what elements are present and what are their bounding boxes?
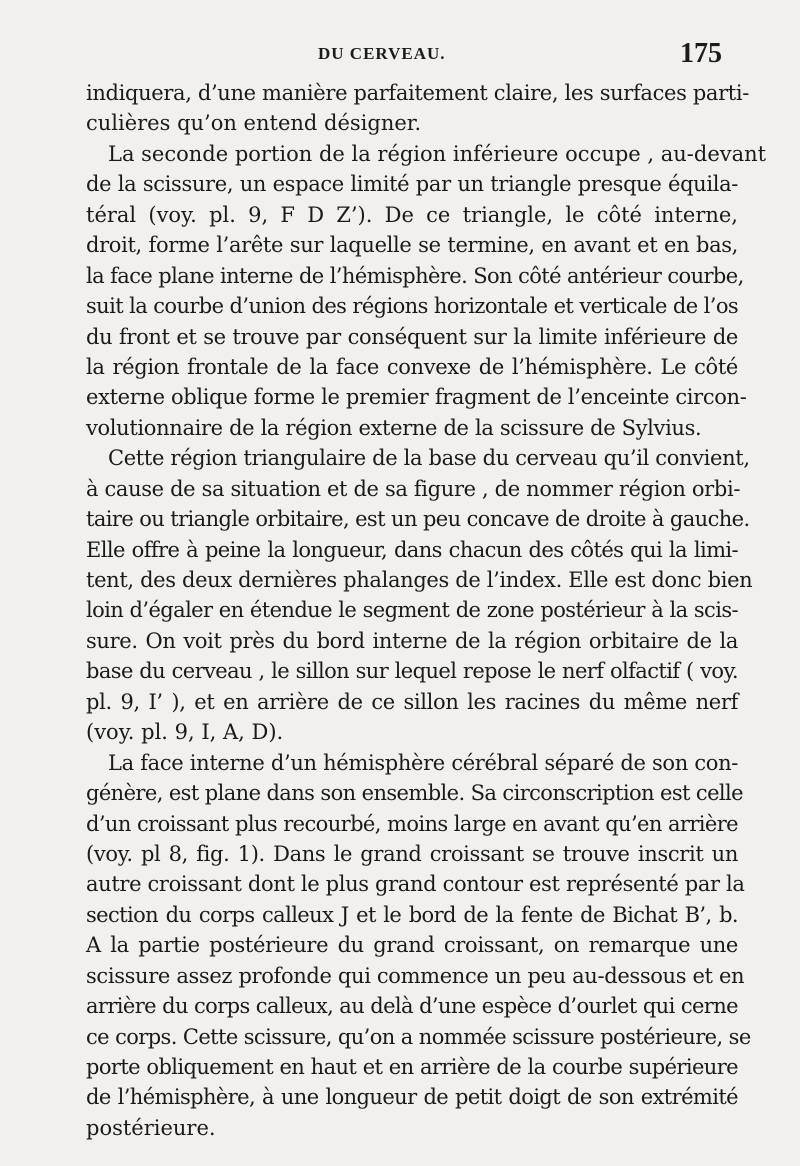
text-line: Elle offre à peine la longueur, dans chacun des côtés qui la limi-	[86, 537, 738, 562]
running-title: DU CERVEAU.	[318, 44, 446, 63]
text-line: La seconde portion de la région inférieure occupe , au-devant	[108, 141, 767, 166]
text-line: taire ou triangle orbitaire, est un peu concave de droite à gauche.	[86, 507, 750, 532]
text-line: arrière du corps calleux, au delà d’une espèce d’ourlet qui cerne	[86, 994, 738, 1019]
text-line: autre croissant dont le plus grand contour est représenté par la	[86, 872, 745, 897]
text-line: section du corps calleux J et le bord de la fente de Bichat B’, b.	[86, 902, 738, 927]
text-line: culières qu’on entend désigner.	[86, 111, 422, 136]
text-line: droit, forme l’arête sur laquelle se termine, en avant et en bas,	[86, 233, 738, 258]
text-line: téral (voy. pl. 9, F D Z’). De ce triangle, le côté interne,	[86, 202, 738, 227]
text-line: scissure assez profonde qui commence un peu au-dessous et en	[86, 963, 745, 988]
text-line: du front et se trouve par conséquent sur la limite inférieure de	[86, 324, 738, 349]
text-line: à cause de sa situation et de sa figure , de nommer région orbi-	[86, 476, 741, 501]
text-line: la région frontale de la face convexe de l’hémisphère. Le côté	[86, 354, 738, 379]
text-line: loin d’égaler en étendue le segment de zone postérieur à la scis-	[86, 598, 738, 623]
text-line: (voy. pl 8, fig. 1). Dans le grand croissant se trouve inscrit un	[86, 841, 738, 866]
text-line: volutionnaire de la région externe de la scissure de Sylvius.	[86, 415, 702, 440]
text-line: porte obliquement en haut et en arrière de la courbe supérieure	[86, 1055, 738, 1079]
text-line: externe oblique forme le premier fragment de l’enceinte circon-	[86, 385, 747, 410]
body-text	[86, 78, 767, 1143]
text-line: sure. On voit près du bord interne de la région orbitaire de la	[86, 628, 738, 653]
text-line: génère, est plane dans son ensemble. Sa circonscription est celle	[86, 781, 743, 806]
text-line: ce corps. Cette scissure, qu’on a nommée scissure postérieure, se	[86, 1024, 751, 1049]
text-line: de l’hémisphère, à une longueur de petit doigt de son extrémité	[86, 1085, 738, 1110]
text-line: tent, des deux dernières phalanges de l’index. Elle est donc bien	[86, 568, 753, 592]
text-line: A la partie postérieure du grand croissant, on remarque une	[86, 933, 738, 958]
text-line: indiquera, d’une manière parfaitement claire, les surfaces parti-	[86, 81, 749, 105]
running-head	[0, 38, 800, 78]
text-line: de la scissure, un espace limité par un triangle presque équila-	[86, 172, 738, 197]
text-line: postérieure.	[86, 1115, 216, 1140]
text-line: la face plane interne de l’hémisphère. Son côté antérieur courbe,	[86, 263, 744, 288]
text-line: d’un croissant plus recourbé, moins large en avant qu’en arrière	[86, 811, 738, 836]
text-line: pl. 9, I’ ), et en arrière de ce sillon les racines du même nerf	[86, 689, 738, 714]
text-line: suit la courbe d’union des régions horizontale et verticale de l’os	[86, 294, 739, 319]
text-line: base du cerveau , le sillon sur lequel repose le nerf olfactif ( voy.	[86, 659, 738, 684]
text-line: Cette région triangulaire de la base du cerveau qu’il convient,	[108, 446, 750, 471]
text-line: (voy. pl. 9, I, A, D).	[86, 720, 284, 745]
page-number: 175	[680, 38, 722, 69]
text-line: La face interne d’un hémisphère cérébral séparé de son con-	[108, 750, 738, 775]
